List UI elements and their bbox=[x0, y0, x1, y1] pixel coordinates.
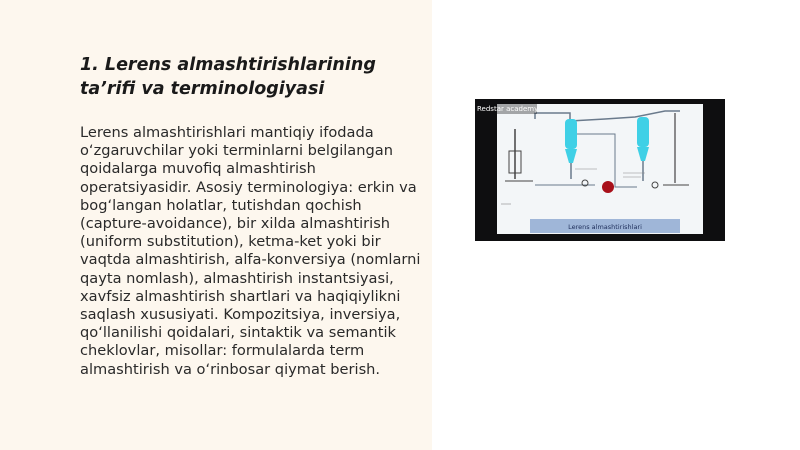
lab-apparatus-diagram bbox=[475, 99, 725, 241]
slide-title: 1. Lerens almashtirishlarining ta’rifi va terminologiyasi bbox=[80, 55, 376, 99]
video-watermark: Redstar academy bbox=[477, 105, 539, 113]
slide-body: Lerens almashtirishlari mantiqiy ifodada o‘zgaruvchilar yoki terminlarni belgilangan qoidalarga muvofiq almashtirish operatsiyasidir. Asosiy terminologiya: erkin va bog‘langan holatlar, tutishdan qochish (capture-avoidance), bir xilda almashtirish (uniform substitution), ketma-ket yoki bir vaqtda almashtirish, alfa-konversiya (nomlarni qayta nomlash), almashtirish instantsiyasi, xavfsiz almashtirish shartlari va haqiqiylikni saqlash xususiyati. Kompozitsiya, inversiya, qo‘llanilishi qoidalari, sintaktik va semantik cheklovlar, misollar: formulalarda term almashtirish va o‘rinbosar qiymat berish. bbox=[80, 124, 421, 378]
video-caption: Lerens almashtirishlari bbox=[568, 223, 642, 231]
video-frame[interactable] bbox=[475, 99, 725, 241]
